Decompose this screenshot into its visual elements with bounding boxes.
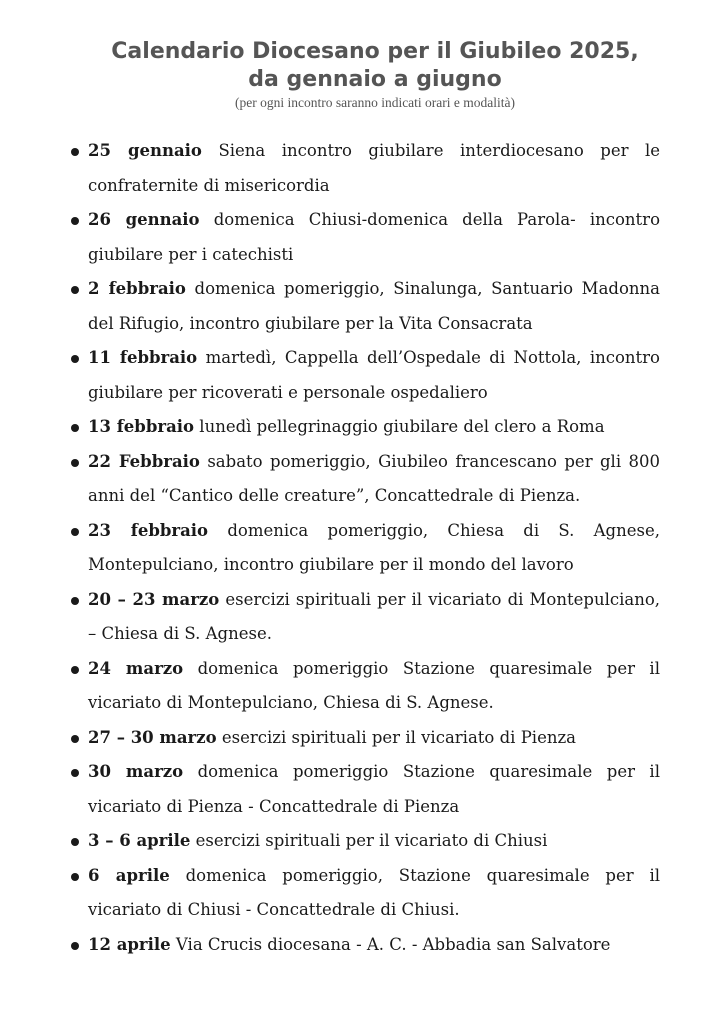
event-item	[70, 928, 660, 963]
event-date: 12 aprile	[88, 934, 171, 954]
document-header	[60, 38, 690, 111]
event-date: 3 – 6 aprile	[88, 831, 191, 850]
event-date: 25 gennaio	[88, 141, 202, 160]
event-description: domenica pomeriggio, Stazione quaresimale per il vicariato di Chiusi - Concattedrale di Chiusi.	[88, 865, 660, 919]
event-item	[70, 755, 660, 824]
event-description: esercizi spirituali per il vicariato di Montepulciano, – Chiesa di S. Agnese.	[88, 589, 661, 643]
event-item	[70, 859, 660, 928]
event-list	[70, 134, 660, 962]
bullet-icon	[71, 666, 79, 674]
event-date: 23 febbraio	[88, 520, 209, 540]
event-description: sabato pomeriggio, Giubileo francescano per gli 800 anni del “Cantico delle creature”, Concattedrale di Pienza.	[88, 451, 661, 505]
bullet-icon	[71, 148, 79, 156]
page-title-line-1: Calendario Diocesano per il Giubileo 2025,	[111, 39, 639, 64]
event-item	[70, 583, 660, 652]
event-date: 20 – 23 marzo	[88, 589, 220, 609]
event-item	[70, 272, 660, 341]
event-item	[70, 445, 660, 514]
event-item	[70, 721, 660, 756]
page-title-line-2: da gennaio a giugno	[248, 67, 502, 92]
bullet-icon	[71, 873, 79, 881]
event-description: Via Crucis diocesana - A. C. - Abbadia san Salvatore	[175, 934, 611, 954]
event-description: domenica pomeriggio Stazione quaresimale per il vicariato di Montepulciano, Chiesa di S. Agnese.	[88, 658, 660, 712]
event-date: 13 febbraio	[88, 417, 195, 436]
bullet-icon	[71, 942, 79, 950]
event-description: martedì, Cappella dell’Ospedale di Nottola, incontro giubilare per ricoverati e personale ospedaliero	[88, 348, 660, 402]
event-description: domenica pomeriggio, Sinalunga, Santuario Madonna del Rifugio, incontro giubilare per la Vita Consacrata	[88, 279, 660, 333]
bullet-icon	[71, 769, 79, 777]
event-description: domenica Chiusi-domenica della Parola- incontro giubilare per i catechisti	[88, 210, 660, 264]
event-description: esercizi spirituali per il vicariato di Pienza	[221, 727, 576, 747]
bullet-icon	[71, 424, 79, 432]
event-item	[70, 203, 660, 272]
event-date: 6 aprile	[88, 865, 170, 885]
event-description: lunedì pellegrinaggio giubilare del clero a Roma	[199, 417, 605, 436]
bullet-icon	[71, 735, 79, 743]
bullet-icon	[71, 528, 79, 536]
event-item	[70, 410, 660, 445]
event-description: Siena incontro giubilare interdiocesano per le confraternite di misericordia	[88, 141, 661, 195]
event-description: domenica pomeriggio Stazione quaresimale per il vicariato di Pienza - Concattedrale di Pienza	[88, 762, 660, 816]
event-item	[70, 134, 660, 203]
event-item	[70, 824, 660, 859]
event-date: 22 Febbraio	[88, 451, 200, 471]
event-date: 26 gennaio	[88, 210, 200, 229]
event-date: 30 marzo	[88, 762, 184, 781]
event-item	[70, 341, 660, 410]
event-date: 2 febbraio	[88, 279, 186, 298]
bullet-icon	[71, 838, 79, 846]
event-date: 11 febbraio	[88, 348, 198, 367]
event-date: 24 marzo	[88, 658, 184, 678]
page-subtitle: (per ogni incontro saranno indicati orari e modalità)	[234, 95, 516, 110]
event-item	[70, 652, 660, 721]
event-description: domenica pomeriggio, Chiesa di S. Agnese, Montepulciano, incontro giubilare per il mondo del lavoro	[88, 520, 660, 574]
event-description: esercizi spirituali per il vicariato di Chiusi	[195, 831, 548, 850]
bullet-icon	[71, 217, 79, 225]
bullet-icon	[71, 286, 79, 294]
bullet-icon	[71, 597, 79, 605]
event-date: 27 – 30 marzo	[88, 727, 217, 747]
event-item	[70, 514, 660, 583]
bullet-icon	[71, 355, 79, 363]
bullet-icon	[71, 459, 79, 467]
